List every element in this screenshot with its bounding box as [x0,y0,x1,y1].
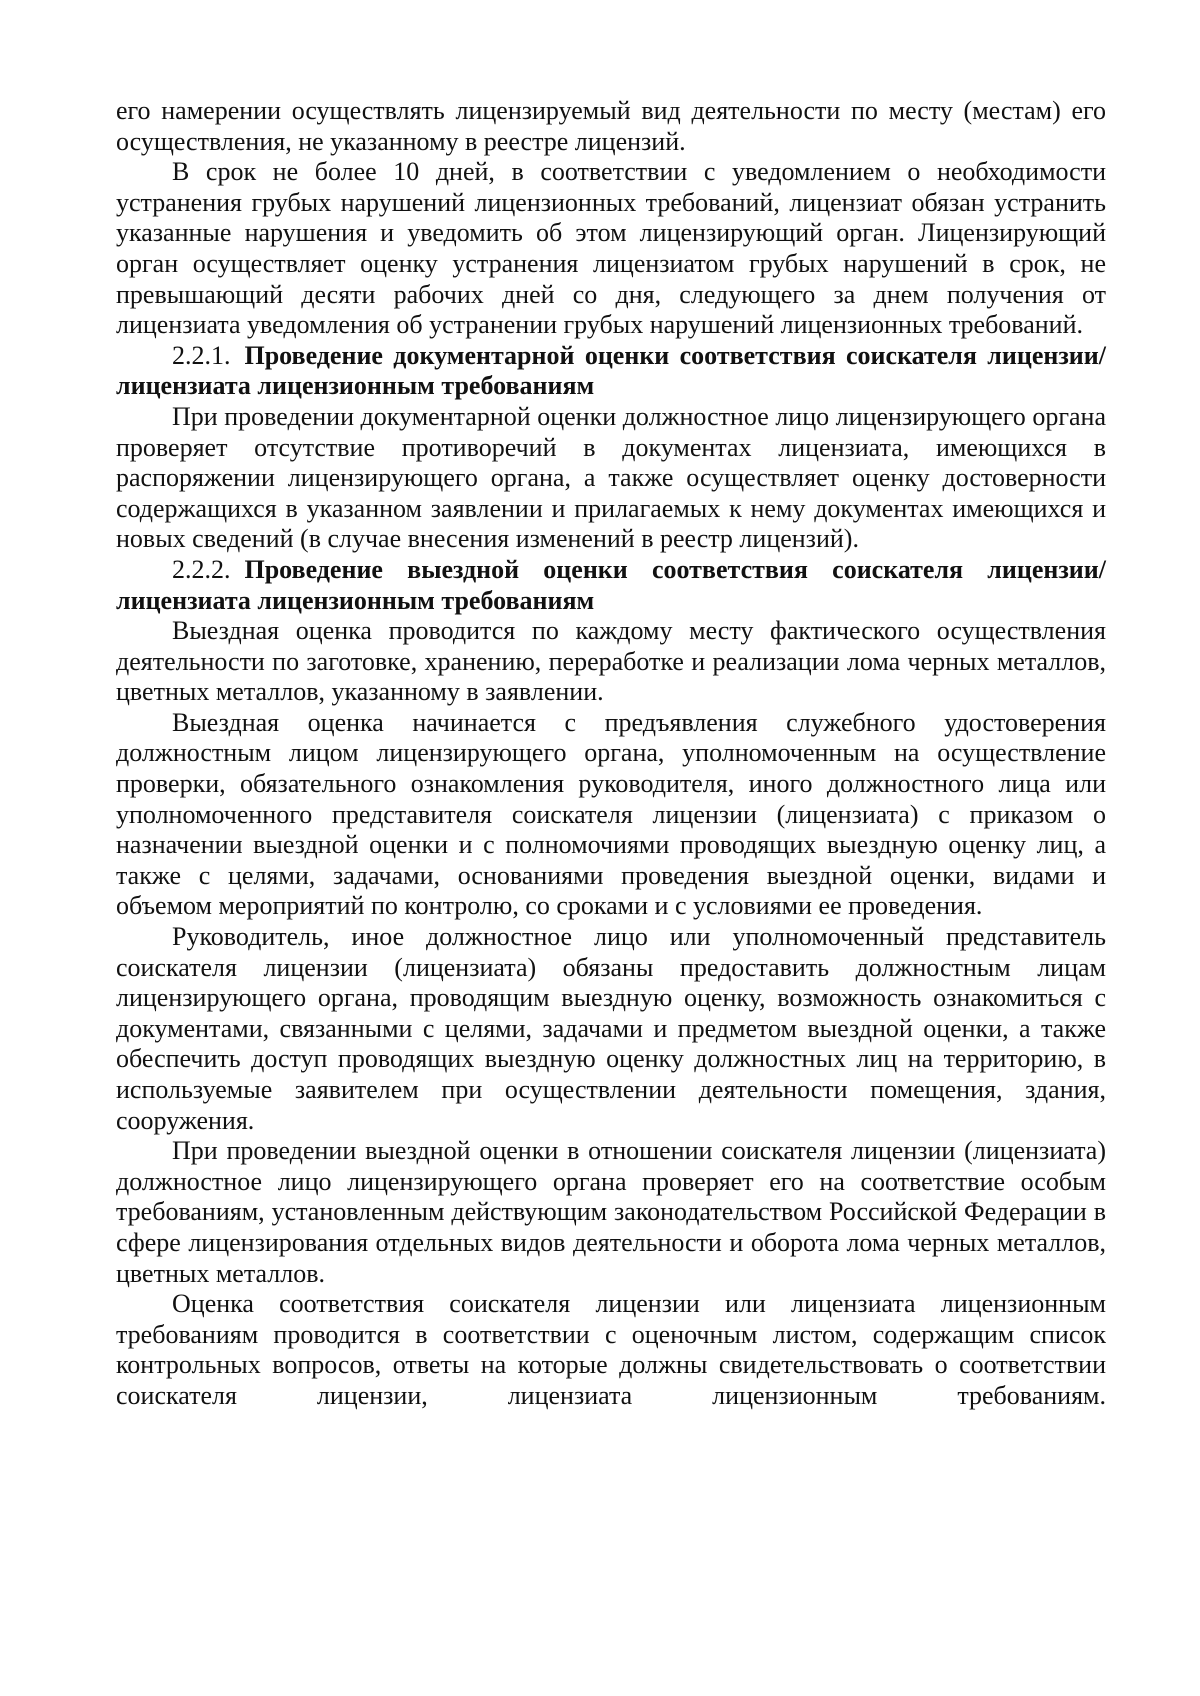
paragraph-continuation: его намерении осуществлять лицензируемый вид деятельности по месту (местам) его осуществления, не указанному в реестре лицензий. [116,96,1106,156]
paragraph-special-requirements: При проведении выездной оценки в отношении соискателя лицензии (лицензиата) должностное лицо лицензирующего органа проверяет его на соответствие особым требованиям, установленным действующим законодательством Российской Федерации в сфере лицензирования отдельных видов деятельности и оборота лома черных металлов, цветных металлов. [116,1136,1106,1288]
section-number: 2.2.2. [172,554,231,584]
paragraph-evaluation-sheet: Оценка соответствия соискателя лицензии или лицензиата лицензионным требованиям проводится в соответствии с оценочным листом, содержащим список контрольных вопросов, ответы на которые должны свидетельствовать о соответствии соискателя лицензии, лицензиата лицензионным требованиям. [116,1289,1106,1410]
paragraph-violation-deadline: В срок не более 10 дней, в соответствии с уведомлением о необходимости устранения грубых нарушений лицензионных требований, лицензиат обязан устранить указанные нарушения и уведомить об этом лицензирующий орган. Лицензирующий орган осуществляет оценку устранения лицензиатом грубых нарушений в срок, не превышающий десяти рабочих дней со дня, следующего за днем получения от лицензиата уведомления об устранении грубых нарушений лицензионных требований. [116,157,1106,340]
paragraph-field-assessment-scope: Выездная оценка проводится по каждому месту фактического осуществления деятельности по заготовке, хранению, переработке и реализации лома черных металлов, цветных металлов, указанному в заявлении. [116,616,1106,707]
document-page [116,96,1106,1412]
section-title: Проведение документарной оценки соответствия соискателя лицензии/лицензиата лицензионным требованиям [116,340,1106,401]
paragraph-documentary-assessment: При проведении документарной оценки должностное лицо лицензирующего органа проверяет отсутствие противоречий в документах лицензиата, имеющихся в распоряжении лицензирующего органа, а также осуществляет оценку достоверности содержащихся в указанном заявлении и прилагаемых к нему документах имеющихся и новых сведений (в случае внесения изменений в реестр лицензий). [116,401,1106,554]
section-heading-2-2-2 [116,555,1106,616]
paragraph-licensee-obligations: Руководитель, иное должностное лицо или уполномоченный представитель соискателя лицензии (лицензиата) обязаны предоставить должностным лицам лицензирующего органа, проводящим выездную оценку, возможность ознакомиться с документами, связанными с целями, задачами и предметом выездной оценки, а также обеспечить доступ проводящих выездную оценку должностных лиц на территорию, в используемые заявителем при осуществлении деятельности помещения, здания, сооружения. [116,922,1106,1135]
section-title: Проведение выездной оценки соответствия соискателя лицензии/лицензиата лицензионным требованиям [116,554,1106,615]
section-heading-2-2-1 [116,341,1106,402]
section-number: 2.2.1. [172,340,231,370]
paragraph-field-assessment-start: Выездная оценка начинается с предъявления служебного удостоверения должностным лицом лицензирующего органа, уполномоченным на осуществление проверки, обязательного ознакомления руководителя, иного должностного лица или уполномоченного представителя соискателя лицензии (лицензиата) с приказом о назначении выездной оценки и с полномочиями проводящих выездную оценку лиц, а также с целями, задачами, основаниями проведения выездной оценки, видами и объемом мероприятий по контролю, со сроками и с условиями ее проведения. [116,707,1106,921]
